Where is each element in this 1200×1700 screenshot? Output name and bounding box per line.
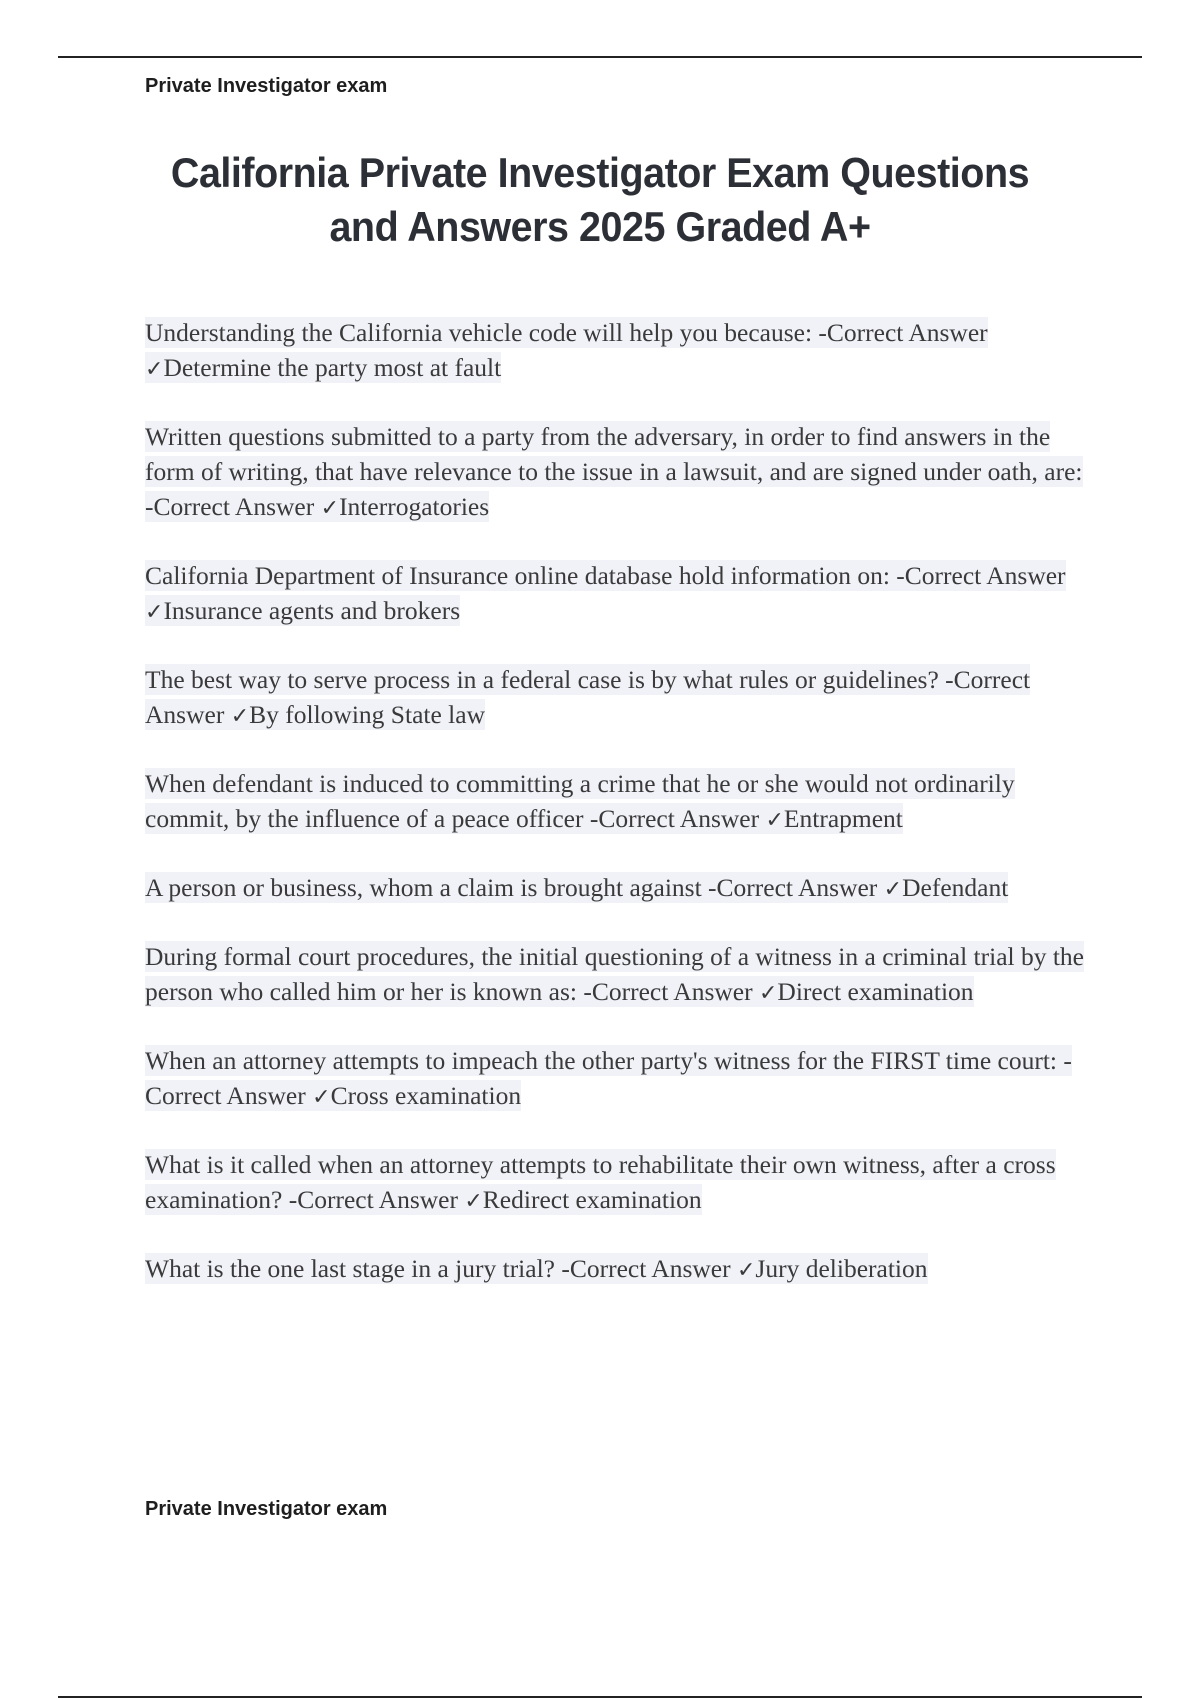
- qa-item: [145, 1043, 1095, 1115]
- qa-answer: Redirect examination: [482, 1184, 702, 1214]
- check-icon: ✓: [312, 1084, 331, 1110]
- check-icon: ✓: [736, 1257, 756, 1283]
- qa-answer: Defendant: [902, 872, 1009, 902]
- check-icon: ✓: [145, 599, 164, 625]
- check-icon: ✓: [883, 876, 903, 902]
- qa-answer: Jury deliberation: [755, 1253, 928, 1283]
- page-header: Private Investigator exam: [145, 75, 388, 97]
- qa-answer: Determine the party most at fault: [163, 352, 502, 382]
- qa-answer: By following State law: [249, 699, 485, 729]
- qa-question: When defendant is induced to committing a crime that he or she would not ordinarily commit, by the influence of a peace officer -Correct Answer: [145, 768, 1015, 833]
- qa-item: [145, 766, 1095, 838]
- check-icon: ✓: [758, 980, 778, 1006]
- footer-rule: [58, 1696, 1142, 1698]
- qa-question: What is the one last stage in a jury trial? -Correct Answer: [145, 1253, 737, 1283]
- document-title: California Private Investigator Exam Questions and Answers 2025 Graded A+: [170, 149, 1030, 250]
- qa-item: [145, 939, 1095, 1011]
- check-icon: ✓: [145, 356, 164, 382]
- page-footer: Private Investigator exam: [145, 1498, 388, 1520]
- qa-item: [145, 315, 1095, 387]
- qa-question: Written questions submitted to a party from the adversary, in order to find answers in the form of writing, that have relevance to the issue in a lawsuit, and are signed under oath, are: -Correct Answer: [145, 421, 1083, 521]
- qa-item: [145, 870, 1095, 907]
- qa-question: What is it called when an attorney attempts to rehabilitate their own witness, after a cross examination? -Correct Answer: [145, 1149, 1056, 1214]
- qa-item: [145, 662, 1095, 734]
- qa-item: [145, 558, 1095, 630]
- qa-answer: Cross examination: [330, 1080, 522, 1110]
- qa-question: The best way to serve process in a federal case is by what rules or guidelines? -Correct Answer: [145, 664, 1031, 729]
- qa-question: Understanding the California vehicle code will help you because: -Correct Answer: [145, 317, 988, 347]
- check-icon: ✓: [230, 703, 250, 729]
- check-icon: ✓: [464, 1188, 483, 1214]
- check-icon: ✓: [765, 807, 784, 833]
- qa-answer: Interrogatories: [339, 491, 490, 521]
- header-rule: [58, 56, 1142, 58]
- qa-answer: Direct examination: [777, 976, 974, 1006]
- qa-item: [145, 1251, 1095, 1288]
- qa-item: [145, 419, 1095, 526]
- qa-item: [145, 1147, 1095, 1219]
- qa-question: California Department of Insurance online database hold information on: -Correct Answer: [145, 560, 1066, 590]
- qa-question: During formal court procedures, the initial questioning of a witness in a criminal trial by the person who called him or her is known as: -Correct Answer: [145, 941, 1085, 1006]
- check-icon: ✓: [320, 495, 340, 521]
- qa-list: [145, 289, 1095, 1320]
- qa-question: A person or business, whom a claim is brought against -Correct Answer: [145, 872, 884, 902]
- qa-answer: Insurance agents and brokers: [163, 595, 461, 625]
- qa-answer: Entrapment: [783, 803, 903, 833]
- qa-question: When an attorney attempts to impeach the other party's witness for the FIRST time court: -Correct Answer: [145, 1045, 1072, 1110]
